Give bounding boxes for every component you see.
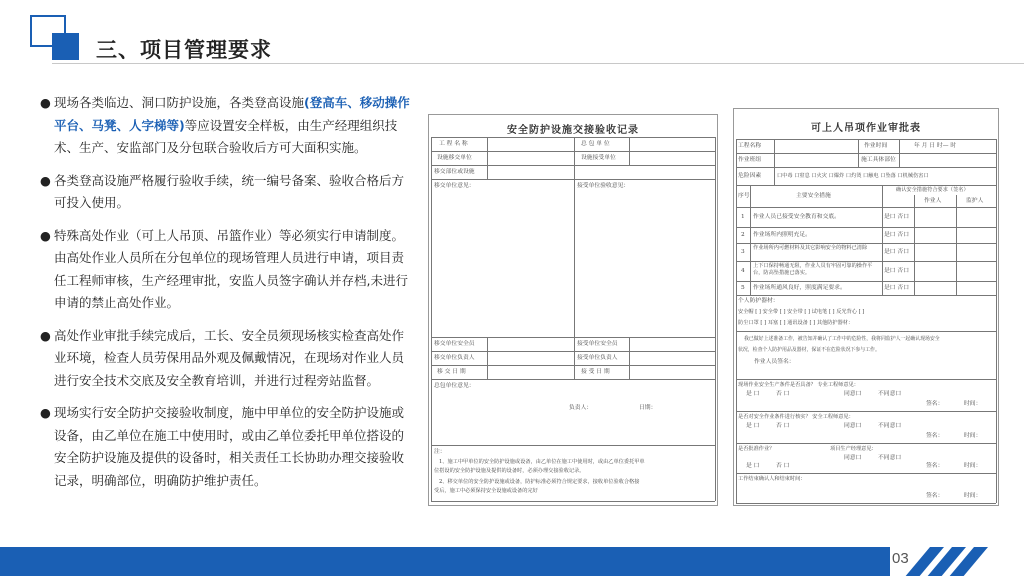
bullet-item: ● 现场各类临边、洞口防护设施，各类登高设施(登高车、移动操作平台、马凳、人字梯等)等应设置安全样板，由生产经理组织技术、生产、安监部门及分包联合验收后方可大面积实施。 — [40, 92, 416, 160]
bullet-item: ● 高处作业审批手续完成后，工长、安全员须现场核实检查高处作业环境，检查人员劳保用品外观及佩戴情况，在现场对作业人员进行安全技术交底及安全教育培训，并进行过程旁站监督。 — [40, 325, 416, 393]
bullet-dot-icon: ● — [40, 227, 51, 243]
form1-title: 安全防护设施交接验收记录 — [507, 125, 639, 136]
page-title: 三、项目管理要求 — [96, 38, 272, 62]
form2-title: 可上人吊项作业审批表 — [811, 123, 921, 134]
bullet-list — [40, 92, 416, 502]
bullet-item: ● 现场实行安全防护交接验收制度，施中甲单位的安全防护设施或设备，由乙单位在施工中使用时，或由乙单位委托甲单位搭设的安全防护设施及提供的设备时，相关责任工长协助办理交接验收记录，明确部位，明确防护维护责任。 — [40, 402, 416, 492]
bullet-dot-icon: ● — [40, 95, 51, 110]
highlight-text: (登高车、移动操作平台、马凳、人字梯等) — [54, 95, 410, 133]
title-divider — [52, 63, 1024, 64]
bullet-dot-icon: ● — [40, 405, 51, 420]
ceiling-work-approval-form: 可上人吊项作业审批表 工程名称 作业时间 年 月 日 时— 时 作业班组 施工具体部位 危险因素 口中毒 口窒息 口火灾 口爆炸 口灼烫 口触电 口坠落 口机械伤害口 序号 主要安全措施 确认安全措施符合要求（签名） 作业人 监护人 1 作业人员已接受安全教育和交底。 是口 否口 2 作业场所内照明充足。 是口 否口 3 作业场所内可燃材料及其它影响安全的物料已清除 是口 否口 4 上下口保持畅通无阻，作业人员有牢固可靠的操作平台，防高坠措施已落实。 是口 否口 5 作业场所通风良好，照度满足要求。 是口 否口 个人防护器材： 安全帽 [ ] 安全带 [ ] 安全带 [ ] 试电笔 [ ] 反光背心 [ ] 防尘口罩 [ ] 耳塞 [ ] 通讯设备 [ ] 其他防护器材： 我已做好上述准备工作，被告知并确认了工作中的危险性，我将同监护人一起确认现场安全 状况，检查个人防护用品及器材，保证不在危险状况下参与工作。 作业人员签名： 现场作业安全生产条件是否具备？ 专业工程师意见： 是 口 否 口 同意口 不同意口 签名： 时间： 是否对安全作业条件进行核实？ 安全工程师意见： 是 口 否 口 同意口 不同意口 签名： 时间： 是否批准作业？ 项目生产经理意见： 同意口 不同意口 是 口 否 口 签名： 时间： 工作结束确认人和结束时间： 签名： 时间： — [733, 108, 999, 506]
footer-bar — [0, 547, 890, 576]
bullet-item: ● 特殊高处作业（可上人吊顶、吊篮作业）等必须实行申请制度。由高处作业人员所在分包单位的现场管理人员进行申请，项目责任工程师审核，生产经理审批，安监人员签字确认并存档,未进行申请的禁止高处作业。 — [40, 225, 416, 315]
bullet-item: ● 各类登高设施严格履行验收手续，统一编号备案、验收合格后方可投入使用。 — [40, 170, 416, 215]
bullet-dot-icon: ● — [40, 172, 51, 188]
bullet-dot-icon: ● — [40, 327, 51, 343]
handover-acceptance-form: 安全防护设施交接验收记录 工 程 名 称 总 包 单 位 设施移交单位 设施接受单位 移交部位或设施 移交单位意见： 接受单位验收意见： 移交单位安全员 接受单位安全员 移交单位负责人 接受单位负责人 移 交 日 期 接 受 日 期 总包单位意见： 负责人： 日期： 注： 1、施工中甲单位的安全防护设施或设备，由乙单位在施工中使用时，或由乙单位委托甲单 位搭设的安全防护设施及提供的设备时，必须办理交接验收记录。 2、移交单位的安全防护设施或设备，防护标准必须符合规定要求，接收单位验收合格接 受后，施工中必须保持安全设施或设备的完好 — [428, 114, 718, 506]
page-number: 03 — [892, 550, 909, 567]
logo-solid-square — [52, 33, 79, 60]
